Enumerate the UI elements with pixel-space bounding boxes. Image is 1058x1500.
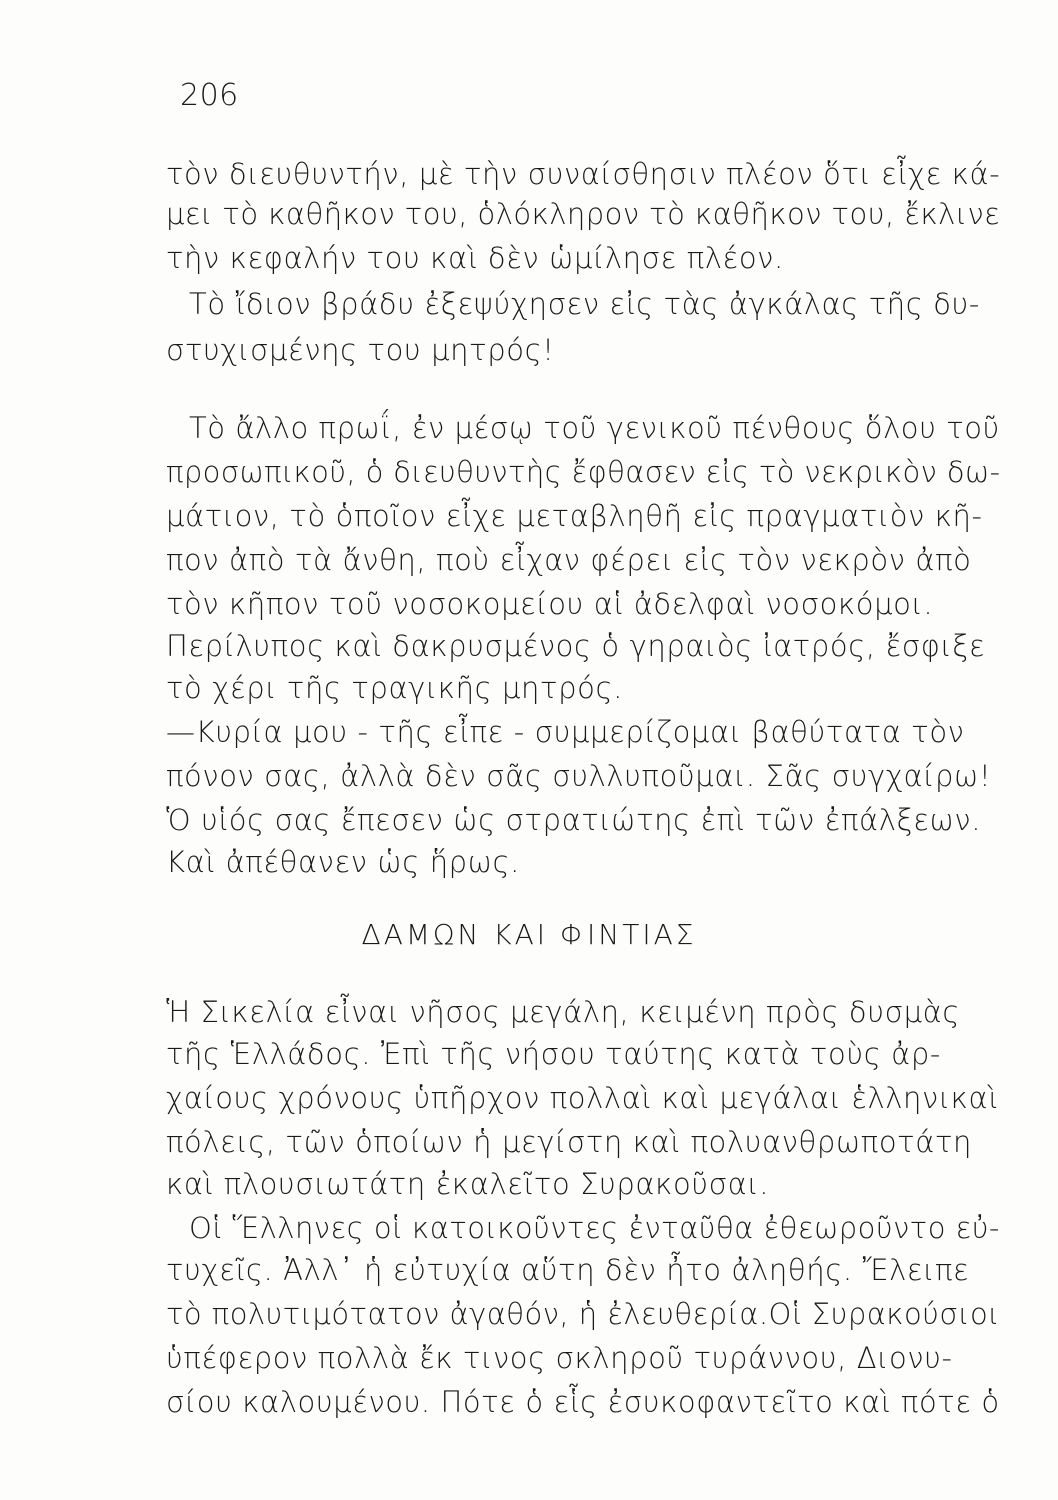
text-line: τυχεῖς. Ἀλλ᾽ ἡ εὐτυχία αὕτη δὲν ἦτο ἀληθής. Ἔλειπε xyxy=(166,1253,970,1287)
text-line: πον ἀπὸ τὰ ἄνθη, ποὺ εἶχαν φέρει εἰς τὸν νεκρὸν ἀπὸ xyxy=(166,543,972,577)
section-heading: ΔΑΜΩΝ ΚΑΙ ΦΙΝΤΙΑΣ xyxy=(361,918,697,951)
text-line: τὸν κῆπον τοῦ νοσοκομείου αἱ ἀδελφαὶ νοσοκόμοι. xyxy=(166,587,934,621)
text-line: μει τὸ καθῆκον του, ὁλόκληρον τὸ καθῆκον του, ἔκλινε xyxy=(166,197,1001,231)
text-line: Οἱ Ἕλληνες οἱ κατοικοῦντες ἐνταῦθα ἐθεωροῦντο εὐ- xyxy=(189,1211,1000,1245)
text-line: προσωπικοῦ, ὁ διευθυντὴς ἔφθασεν εἰς τὸ νεκρικὸν δω- xyxy=(166,455,1001,489)
text-line: πόνον σας, ἀλλὰ δὲν σᾶς συλλυποῦμαι. Σᾶς συγχαίρω! xyxy=(166,759,992,793)
text-line: στυχισμένης του μητρός! xyxy=(166,333,555,367)
text-line: Ἡ Σικελία εἶναι νῆσος μεγάλη, κειμένη πρὸς δυσμὰς xyxy=(166,995,960,1029)
text-line: Τὸ ἄλλο πρωΐ, ἐν μέσῳ τοῦ γενικοῦ πένθους ὅλου τοῦ xyxy=(189,411,1000,445)
text-line: καὶ πλουσιωτάτη ἐκαλεῖτο Συρακοῦσαι. xyxy=(166,1167,770,1201)
text-line: Τὸ ἴδιον βράδυ ἐξεψύχησεν εἰς τὰς ἀγκάλας τῆς δυ- xyxy=(189,287,980,321)
text-line: τὴν κεφαλήν του καὶ δὲν ὡμίλησε πλέον. xyxy=(166,241,784,275)
text-line: Ὁ υἱός σας ἔπεσεν ὡς στρατιώτης ἐπὶ τῶν ἐπάλξεων. xyxy=(166,803,982,837)
text-line: τῆς Ἑλλάδος. Ἐπὶ τῆς νήσου ταύτης κατὰ τοὺς ἀρ- xyxy=(166,1037,941,1071)
text-line: τὸ χέρι τῆς τραγικῆς μητρός. xyxy=(166,671,623,705)
text-line: μάτιον, τὸ ὁποῖον εἶχε μεταβληθῆ εἰς πραγματιὸν κῆ- xyxy=(166,499,983,533)
text-line: σίου καλουμένου. Πότε ὁ εἷς ἐσυκοφαντεῖτο καὶ πότε ὁ xyxy=(166,1385,1000,1419)
text-line: ὑπέφερον πολλὰ ἔκ τινος σκληροῦ τυράννου, Διονυ- xyxy=(166,1341,953,1375)
text-line: χαίους χρόνους ὑπῆρχον πολλαὶ καὶ μεγάλαι ἑλληνικαὶ xyxy=(166,1081,999,1115)
text-line: Περίλυπος καὶ δακρυσμένος ὁ γηραιὸς ἰατρός, ἔσφιξε xyxy=(166,629,986,663)
text-line: —Κυρία μου - τῆς εἶπε - συμμερίζομαι βαθύτατα τὸν xyxy=(166,715,965,749)
text-line: τὸ πολυτιμότατον ἀγαθόν, ἡ ἐλευθερία.Οἱ Συρακούσιοι xyxy=(166,1297,1000,1331)
page-number: 206 xyxy=(180,78,239,113)
text-line: τὸν διευθυντήν, μὲ τὴν συναίσθησιν πλέον ὅτι εἶχε κά- xyxy=(166,157,1001,191)
text-line: πόλεις, τῶν ὁποίων ἡ μεγίστη καὶ πολυανθρωποτάτη xyxy=(166,1125,972,1159)
text-line: Καὶ ἀπέθανεν ὡς ἥρως. xyxy=(166,845,521,879)
